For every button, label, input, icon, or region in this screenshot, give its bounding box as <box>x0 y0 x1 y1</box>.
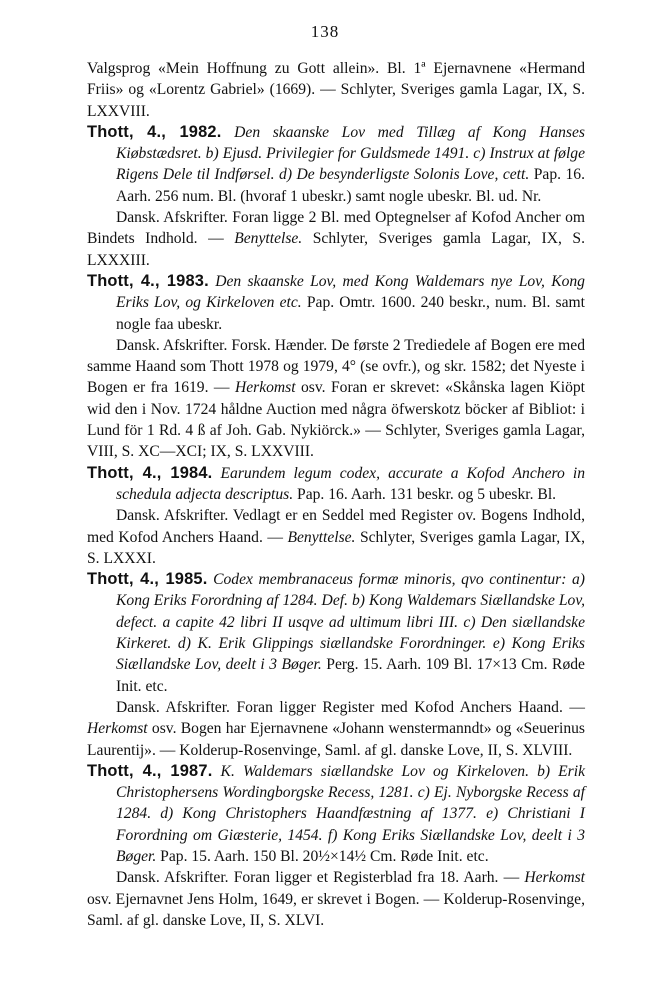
text-run: Pap. Omtr. 1600. 240 beskr., num. Bl. samt nogle faa ubeskr. <box>116 294 585 333</box>
continued-paragraph <box>87 58 585 122</box>
text-run: Perg. 15. Aarh. 109 Bl. 17×13 Cm. Røde Init. etc. <box>116 656 585 695</box>
italic-text: Herkomst <box>87 720 148 738</box>
entry-heading: Thott, 4., 1983. <box>87 271 209 290</box>
text-run: Dansk. Afskrifter. Foran ligger Register med Kofod Anchers Haand. — <box>116 698 585 716</box>
italic-text: Herkomst <box>524 869 585 887</box>
text-run: Schlyter, Sveriges gamla Lagar, IX, S. LXXXI. <box>87 528 585 567</box>
description-paragraph <box>87 335 585 463</box>
entry-heading: Thott, 4., 1987. <box>87 761 213 780</box>
catalog-entry <box>87 761 585 867</box>
italic-text: Den skaanske Lov, med Kong Waldemars nye Lov, Kong Eriks Lov, og Kirkeloven etc. <box>116 272 585 312</box>
catalog-entry <box>87 569 585 697</box>
text-run: Dansk. Afskrifter. Vedlagt er en Seddel med Register ov. Bogens Indhold, med Kofod Anchers Haand. — <box>87 507 585 546</box>
italic-text: Earundem legum codex, accurate a Kofod Anchero in schedula adjecta descriptus. <box>116 464 585 503</box>
description-paragraph <box>87 867 585 931</box>
text-run: Dansk. Afskrifter. Foran ligge 2 Bl. med Optegnelser af Kofod Ancher om Bindets Indhold. — <box>87 209 585 248</box>
italic-text: Herkomst <box>234 379 296 397</box>
description-paragraph <box>87 505 585 569</box>
text-run <box>222 124 235 141</box>
text-run: Dansk. Afskrifter. Forsk. Hænder. De første 2 Trediedele af Bogen ere med samme Haand som Thott 1978 og 1979, 4° (se ovfr.), og skr. 1582; det Nyeste i Bogen er fra 1619. — <box>87 336 585 397</box>
italic-text: Den skaanske Lov med Tillæg af Kong Hanses Kiøbstædsret. b) Ejusd. Privilegier for Guldsmede 1491. c) Instrux at følge Rigens Dele til Indførsel. d) De besynderligste Solonis Love, cett. <box>116 123 585 184</box>
text-run: Dansk. Afskrifter. Foran ligger et Registerblad fra 18. Aarh. — <box>116 869 525 887</box>
entry-heading: Thott, 4., 1984. <box>87 463 213 482</box>
text-run <box>212 763 220 780</box>
text-run <box>212 465 220 482</box>
text-run: osv. Bogen har Ejernavnene «Johann wenstermanndt» og «Seuerinus Laurentij». — Kolderup-Rosenvinge, Saml. af gl. danske Love, II, S. XLVIII. <box>87 720 585 759</box>
text-run: Pap. 16. Aarh. 256 num. Bl. (hvoraf 1 ubeskr.) samt nogle ubeskr. Bl. ud. Nr. <box>116 166 586 205</box>
italic-text: Codex membranaceus formæ minoris, qvo continentur: a) Kong Eriks Forordning af 1284. Def. b) Kong Waldemars Siællandske Lov, defect. a capite 42 libri II usqve ad ultimum libri III. c) Den siællandske Kirkeret. d) K. Erik Glippings siællandske Forordninger. e) Kong Eriks Siællandske Lov, deelt i 3 Bøger. <box>116 571 585 674</box>
description-paragraph <box>87 697 585 761</box>
entry-heading: Thott, 4., 1982. <box>87 122 222 141</box>
description-paragraph <box>87 207 585 271</box>
text-run: osv. Ejernavnet Jens Holm, 1649, er skrevet i Bogen. — Kolderup-Rosenvinge, Saml. af gl. danske Love, II, S. XLVI. <box>87 890 585 929</box>
catalog-entry <box>87 122 585 207</box>
catalog-entry <box>87 271 585 335</box>
catalog-entry <box>87 463 585 506</box>
page-number: 138 <box>310 22 340 41</box>
text-run: Valgsprog «Mein Hoffnung zu Gott allein». Bl. 1ª Ejernavnene «Hermand Friis» og «Lorentz Gabriel» (1669). — Schlyter, Sveriges gamla Lagar, IX, S. LXXVIII. <box>87 60 585 120</box>
italic-text: Benyttelse. <box>234 230 303 248</box>
text-run: Pap. 16. Aarh. 131 beskr. og 5 ubeskr. Bl. <box>293 485 557 503</box>
page-body <box>87 58 585 931</box>
text-run: osv. Foran er skrevet: «Skånska lagen Kiöpt wid den i Nov. 1724 håldne Auction med några öfwerskotz böcker af Bibliot: i Lund för 1 Rd. 4 ß af Joh. Gab. Nykiörck.» — Schlyter, Sveriges gamla Lagar, VIII, S. XC—XCI; IX, S. LXXVIII. <box>87 379 585 461</box>
italic-text: Benyttelse. <box>287 528 356 546</box>
italic-text: K. Waldemars siællandske Lov og Kirkeloven. b) Erik Christophersens Wordingborgske Recess, 1281. c) Ej. Nyborgske Recess af 1284. d) Kong Christophers Haandfæstning af 1377. e) Christiani I Forordning om Giæsterie, 1454. f) Kong Eriks Siællandske Lov, deelt i 3 Bøger. <box>116 762 585 865</box>
text-run: Pap. 15. Aarh. 150 Bl. 20½×14½ Cm. Røde Init. etc. <box>156 847 489 865</box>
text-run: Schlyter, Sveriges gamla Lagar, IX, S. LXXXIII. <box>87 230 585 269</box>
entry-heading: Thott, 4., 1985. <box>87 570 208 589</box>
